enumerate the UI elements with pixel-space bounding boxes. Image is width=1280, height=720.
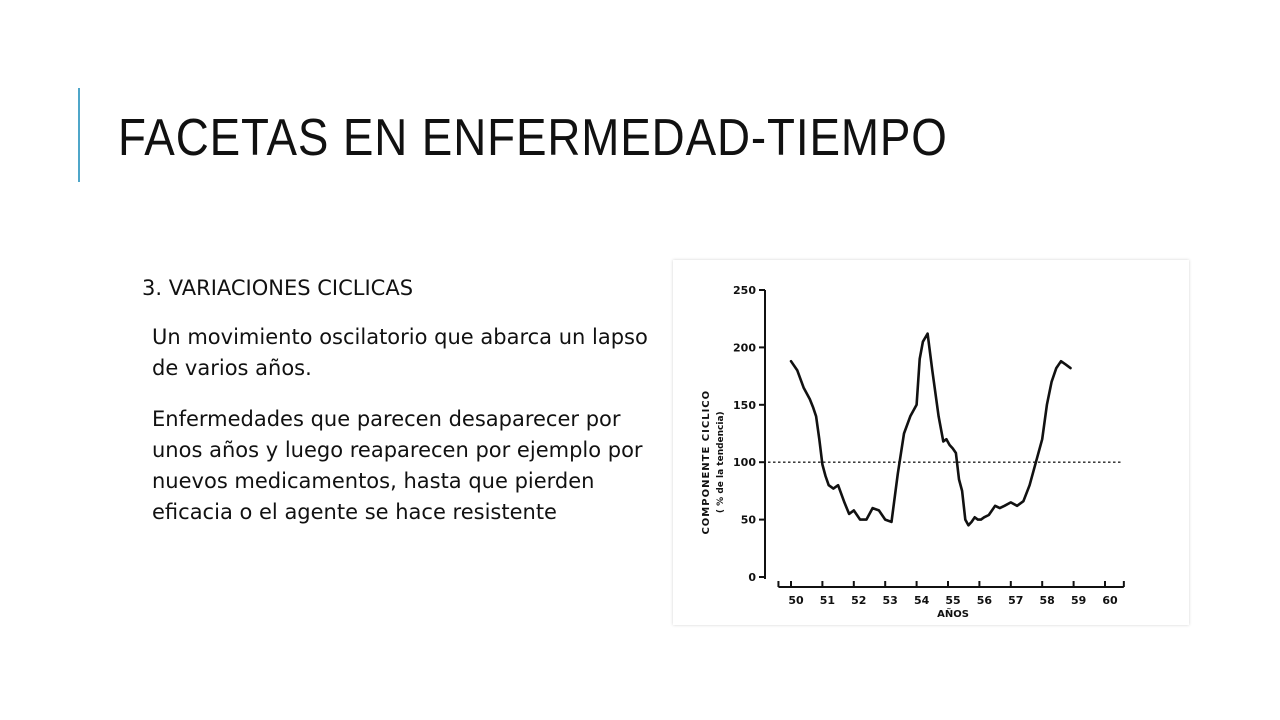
section-heading: 3. VARIACIONES CICLICAS [142,276,414,300]
cyclic-component-chart [673,260,1189,625]
x-tick-label: 59 [1070,594,1087,607]
x-tick-label: 55 [945,594,961,607]
chart-canvas [673,260,1189,625]
y-tick-label: 250 [733,284,756,297]
y-axis-title: COMPONENTE CICLICO [701,389,712,535]
series-layer [791,334,1071,526]
x-tick-label: 54 [913,594,930,607]
paragraph-diseases: Enfermedades que parecen desaparecer por unos años y luego reaparecen por ejemplo por nuevos medicamentos, hasta que pierden eficacia o el agente se hace resistente [152,407,643,524]
y-tick-label: 200 [733,341,756,355]
y-tick-label: 0 [748,571,756,584]
paragraph-oscillatory: Un movimiento oscilatorio que abarca un lapso de varios años. [152,325,648,380]
x-axis [778,581,1123,607]
x-tick-label: 56 [976,594,993,607]
x-tick-label: 60 [1102,594,1118,607]
x-tick-label: 51 [819,594,836,607]
x-tick-label: 50 [788,594,804,607]
y-tick-label: 100 [733,456,756,470]
x-tick-label: 52 [851,594,867,607]
x-tick-label: 57 [1008,594,1024,607]
slide-title: FACETAS EN ENFERMEDAD-TIEMPO [118,109,948,167]
axis-titles [701,390,969,620]
y-axis-subtitle: ( % de la tendencia) [716,411,726,514]
y-axis [733,284,765,584]
x-tick-label: 53 [882,594,898,607]
x-tick-label: 58 [1039,594,1055,607]
x-axis-title: AÑOS [937,609,969,620]
series-line-cyclic-component [791,334,1071,526]
y-tick-label: 150 [733,398,756,412]
title-accent-bar [78,88,80,182]
y-tick-label: 50 [740,513,756,527]
